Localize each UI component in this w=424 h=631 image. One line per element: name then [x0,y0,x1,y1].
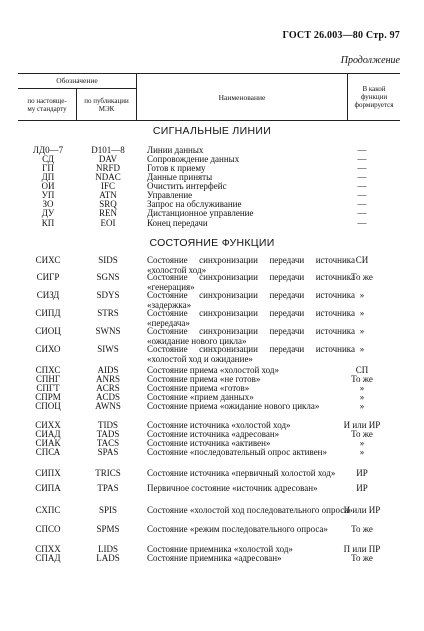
row-function: » [359,326,365,336]
row-function: — [357,190,367,200]
header-col-name: Наименование [137,74,348,120]
code-iec: TADS [96,429,120,439]
code-iec: STRS [97,308,119,318]
code-iec: SRQ [99,199,117,209]
row-name: Состояние синхронизации передачи источника «передача» [147,308,355,328]
row-function: СИ [355,255,369,265]
row-name: Состояние синхронизации передачи источника «ожидание нового цикла» [147,326,355,346]
code-standard: СПСО [35,524,61,534]
code-iec: IFC [100,181,115,191]
code-iec: D101—8 [91,145,125,155]
code-iec: TPAS [97,483,119,493]
code-standard: СИПХ [35,468,61,478]
table-header [18,73,400,121]
code-iec: TIDS [98,420,118,430]
code-standard: СД [42,154,54,164]
page-header: ГОСТ 26.003—80 Стр. 97 [282,30,400,41]
code-standard: СПАД [35,553,61,563]
row-name: Первичное состояние «источник адресован» [147,483,318,493]
row-function: То же [351,374,373,384]
code-standard: ДУ [41,208,55,218]
code-iec: REN [99,208,117,218]
row-function: П или ПР [343,544,381,554]
code-iec: DAV [98,154,118,164]
row-function: — [357,208,367,218]
code-iec: SIDS [98,255,118,265]
code-standard: СИАК [35,438,61,448]
section-title-signal-lines: СИГНАЛЬНЫЕ ЛИНИИ [152,125,272,137]
row-function: » [359,438,365,448]
code-standard: СПОЦ [35,401,61,411]
row-name: Управление [147,190,193,200]
code-standard: ГП [42,163,54,173]
row-name: Сопровождение данных [147,154,240,164]
code-standard: СПХХ [35,544,61,554]
code-standard: СХПС [35,505,61,515]
row-function: » [359,290,365,300]
section-title-function-state: СОСТОЯНИЕ ФУНКЦИИ [149,237,275,249]
row-function: » [359,383,365,393]
row-function: » [359,308,365,318]
row-function: То же [351,553,373,563]
code-standard: СИГР [36,272,60,282]
row-function: » [359,447,365,457]
header-col-function: В какой функции формируется [354,85,394,109]
code-iec: AWNS [95,401,121,411]
row-function: — [357,145,367,155]
code-iec: NRFD [95,163,120,173]
code-standard: СПСА [35,447,61,457]
code-standard: КП [41,218,55,228]
code-standard: СИПД [35,308,61,318]
row-name: Очистить интерфейс [147,181,227,191]
code-iec: ANRS [95,374,120,384]
row-name: Состояние синхронизации передачи источника «холостой ход и ожидание» [147,344,355,364]
row-name: Запрос на обслуживание [147,199,242,209]
row-name: Состояние источника «адресован» [147,429,280,439]
row-function: СП [355,365,369,375]
code-iec: SGNS [96,272,120,282]
row-name: Состояние «холостой ход последовательного опроса» [147,505,353,515]
row-name: Конец передачи [147,218,208,228]
row-function: И или ИР [343,505,381,515]
code-standard: СПРМ [35,392,61,402]
code-iec: LIDS [98,544,118,554]
code-standard: СИХХ [35,420,61,430]
row-name: Готов к приему [147,163,206,173]
row-name: Данные приняты [147,172,213,182]
row-function: То же [351,524,373,534]
code-standard: ОИ [41,181,55,191]
code-standard: СИХО [35,344,61,354]
code-iec: ATN [99,190,117,200]
row-function: То же [351,429,373,439]
row-function: — [357,154,367,164]
code-standard: СИАД [35,429,61,439]
row-name: Состояние «режим последовательного опроса» [147,524,328,534]
row-function: — [357,172,367,182]
code-iec: ACRS [96,383,120,393]
row-function: — [357,199,367,209]
row-name: Состояние приема «не готов» [147,374,261,384]
row-name: Состояние приема «готов» [147,383,250,393]
row-function: » [359,392,365,402]
row-name: Состояние приема «холостой ход» [147,365,279,375]
header-col-standard: по настояще- му стандарту [18,89,77,120]
code-standard: ЛД0—7 [32,145,64,155]
continuation-label: Продолжение [340,55,400,66]
code-iec: NDAC [95,172,121,182]
code-standard: СИПА [35,483,61,493]
row-function: ИР [356,468,368,478]
row-name: Состояние синхронизации передачи источника «холостой ход» [147,255,355,275]
code-iec: SPAS [97,447,119,457]
row-function: И или ИР [343,420,381,430]
code-iec: AIDS [97,365,119,375]
code-iec: SDYS [96,290,120,300]
row-name: Состояние «прием данных» [147,392,254,402]
code-iec: SPMS [96,524,120,534]
row-name: Состояние синхронизации передачи источника «генерация» [147,272,355,292]
code-standard: ДП [41,172,55,182]
row-function: — [357,181,367,191]
code-standard: СИХС [35,255,61,265]
code-iec: ACDS [95,392,120,402]
header-col-iec: по публикации МЭК [77,89,137,120]
row-name: Состояние источника «холостой ход» [147,420,291,430]
code-standard: СПХС [35,365,61,375]
code-standard: СПГТ [36,383,60,393]
code-iec: SWNS [95,326,121,336]
row-name: Линии данных [147,145,204,155]
code-iec: LADS [96,553,120,563]
row-function: То же [351,272,373,282]
row-function: — [357,163,367,173]
row-function: » [359,401,365,411]
row-name: Состояние источника «активен» [147,438,271,448]
code-standard: СИОЦ [35,326,61,336]
code-iec: TACS [96,438,120,448]
row-name: Дистанционное управление [147,208,254,218]
row-function: » [359,344,365,354]
code-iec: SPIS [98,505,117,515]
code-iec: EOI [100,218,116,228]
code-iec: TRICS [95,468,121,478]
code-standard: ЗО [42,199,54,209]
code-standard: УП [41,190,55,200]
row-name: Состояние приемника «холостой ход» [147,544,293,554]
row-name: Состояние источника «первичный холостой ход» [147,468,336,478]
row-name: Состояние приема «ожидание нового цикла» [147,401,320,411]
code-standard: СПНГ [35,374,61,384]
code-iec: SIWS [97,344,119,354]
row-function: ИР [356,483,368,493]
header-designation: Обозначение [18,74,137,89]
row-function: — [357,218,367,228]
code-standard: СИЗД [36,290,60,300]
row-name: Состояние приемника «адресован» [147,553,282,563]
row-name: Состояние «последовательный опрос активен» [147,447,327,457]
row-name: Состояние синхронизации передачи источника «задержка» [147,290,355,310]
